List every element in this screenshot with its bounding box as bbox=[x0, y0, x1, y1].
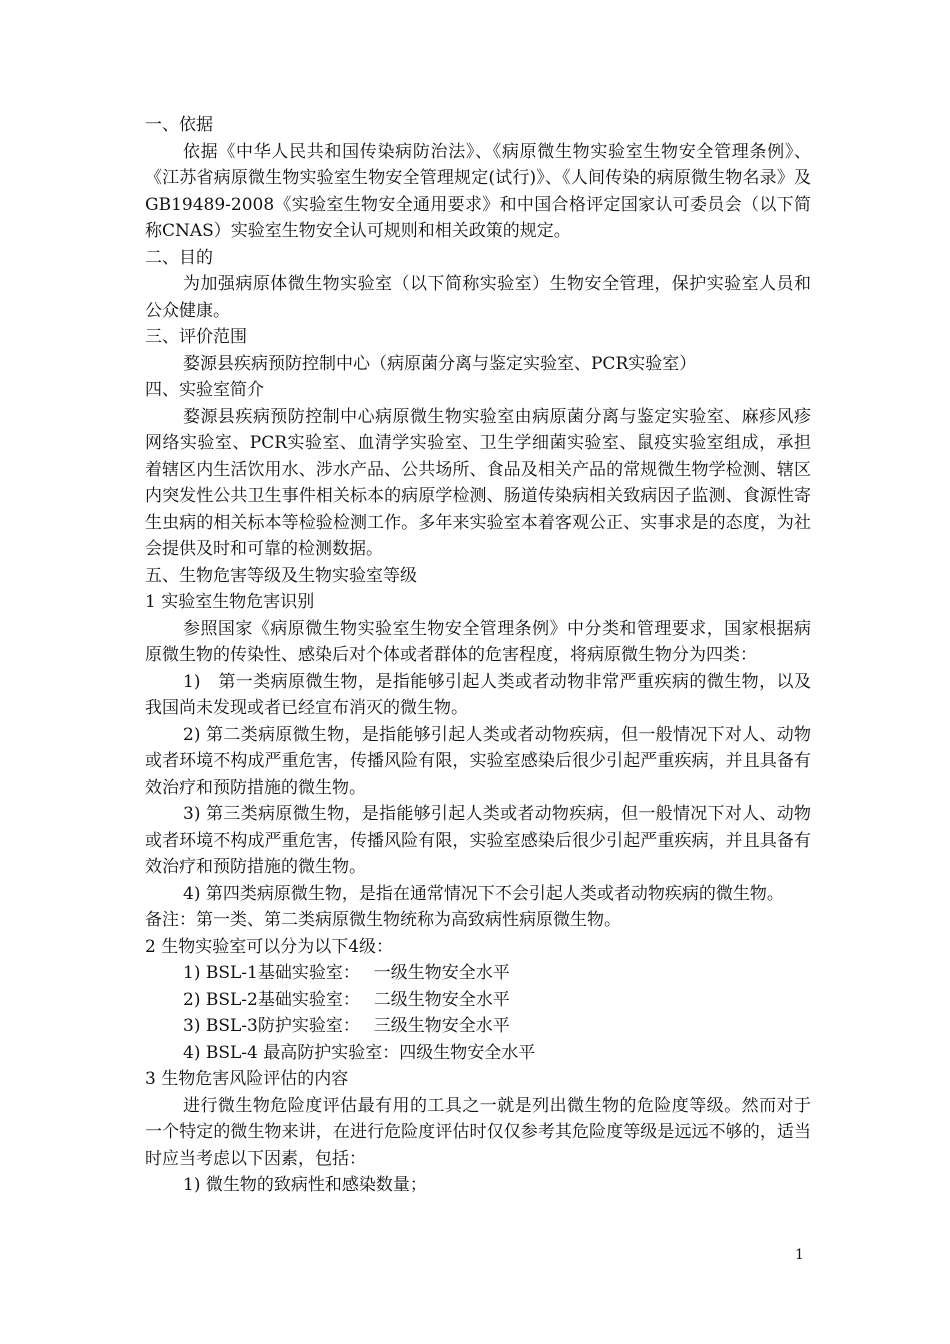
list-item: 1) 微生物的致病性和感染数量； bbox=[183, 1175, 427, 1195]
paragraph: 参照国家《病原微生物实验室生物安全管理条例》中分类和管理要求，国家根据病原微生物的传染性、感染后对个体或者群体的危害程度，将病原微生物分为四类： bbox=[145, 618, 811, 665]
list-item: 2) 第二类病原微生物，是指能够引起人类或者动物疾病，但一般情况下对人、动物或者环境不构成严重危害，传播风险有限，实验室感染后很少引起严重疾病，并且具备有效治疗和预防措施的微生物。 bbox=[145, 724, 811, 798]
subsection-heading: 3 生物危害风险评估的内容 bbox=[145, 1069, 349, 1089]
paragraph: 为加强病原体微生物实验室（以下简称实验室）生物安全管理，保护实验室人员和公众健康。 bbox=[145, 274, 811, 321]
section-heading: 五、生物危害等级及生物实验室等级 bbox=[145, 565, 417, 586]
subsection-heading: 2 生物实验室可以分为以下4级： bbox=[145, 936, 394, 957]
list-item: 1) 第一类病原微生物，是指能够引起人类或者动物非常严重疾病的微生物，以及我国尚未发现或者已经宣布消灭的微生物。 bbox=[145, 671, 811, 718]
subsection-heading: 1 实验室生物危害识别 bbox=[145, 592, 315, 612]
paragraph: 婺源县疾病预防控制中心病原微生物实验室由病原菌分离与鉴定实验室、麻疹风疹网络实验室、PCR实验室、血清学实验室、卫生学细菌实验室、鼠疫实验室组成，承担着辖区内生活饮用水、涉水产品、公共场所、食品及相关产品的常规微生物学检测、辖区内突发性公共卫生事件相关标本的病原学检测、肠道传染病相关致病因子监测、食源性寄生虫病的相关标本等检验检测工作。多年来实验室本着客观公正、实事求是的态度，为社会提供及时和可靠的检测数据。 bbox=[145, 406, 811, 559]
list-item: 3) 第三类病原微生物，是指能够引起人类或者动物疾病，但一般情况下对人、动物或者环境不构成严重危害，传播风险有限，实验室感染后很少引起严重疾病，并且具备有效治疗和预防措施的微生物。 bbox=[145, 804, 811, 877]
list-item: 3) BSL-3防护实验室： 三级生物安全水平 bbox=[183, 1016, 510, 1036]
paragraph: 婺源县疾病预防控制中心（病原菌分离与鉴定实验室、PCR实验室） bbox=[183, 353, 697, 374]
document-page bbox=[145, 112, 811, 1199]
section-heading: 四、实验室简介 bbox=[145, 380, 264, 400]
note: 备注：第一类、第二类病原微生物统称为高致病性病原微生物。 bbox=[145, 910, 621, 930]
list-item: 4) BSL-4 最高防护实验室：四级生物安全水平 bbox=[183, 1042, 536, 1063]
page-number: 1 bbox=[795, 1247, 804, 1263]
section-heading: 三、评价范围 bbox=[145, 327, 247, 347]
section-heading: 二、目的 bbox=[145, 247, 213, 268]
list-item: 2) BSL-2基础实验室： 二级生物安全水平 bbox=[183, 989, 510, 1010]
section-heading: 一、依据 bbox=[145, 115, 213, 135]
paragraph: 依据《中华人民共和国传染病防治法》、《病原微生物实验室生物安全管理条例》、《江苏省病原微生物实验室生物安全管理规定(试行)》、《人间传染的病原微生物名录》及GB19489-2008《实验室生物安全通用要求》和中国合格评定国家认可委员会（以下简称CNAS）实验室生物安全认可规则和相关政策的规定。 bbox=[145, 141, 811, 241]
list-item: 4) 第四类病原微生物，是指在通常情况下不会引起人类或者动物疾病的微生物。 bbox=[183, 883, 784, 904]
paragraph: 进行微生物危险度评估最有用的工具之一就是列出微生物的危险度等级。然而对于一个特定的微生物来讲，在进行危险度评估时仅仅参考其危险度等级是远远不够的，适当时应当考虑以下因素，包括： bbox=[145, 1095, 811, 1169]
list-item: 1) BSL-1基础实验室： 一级生物安全水平 bbox=[183, 963, 510, 983]
